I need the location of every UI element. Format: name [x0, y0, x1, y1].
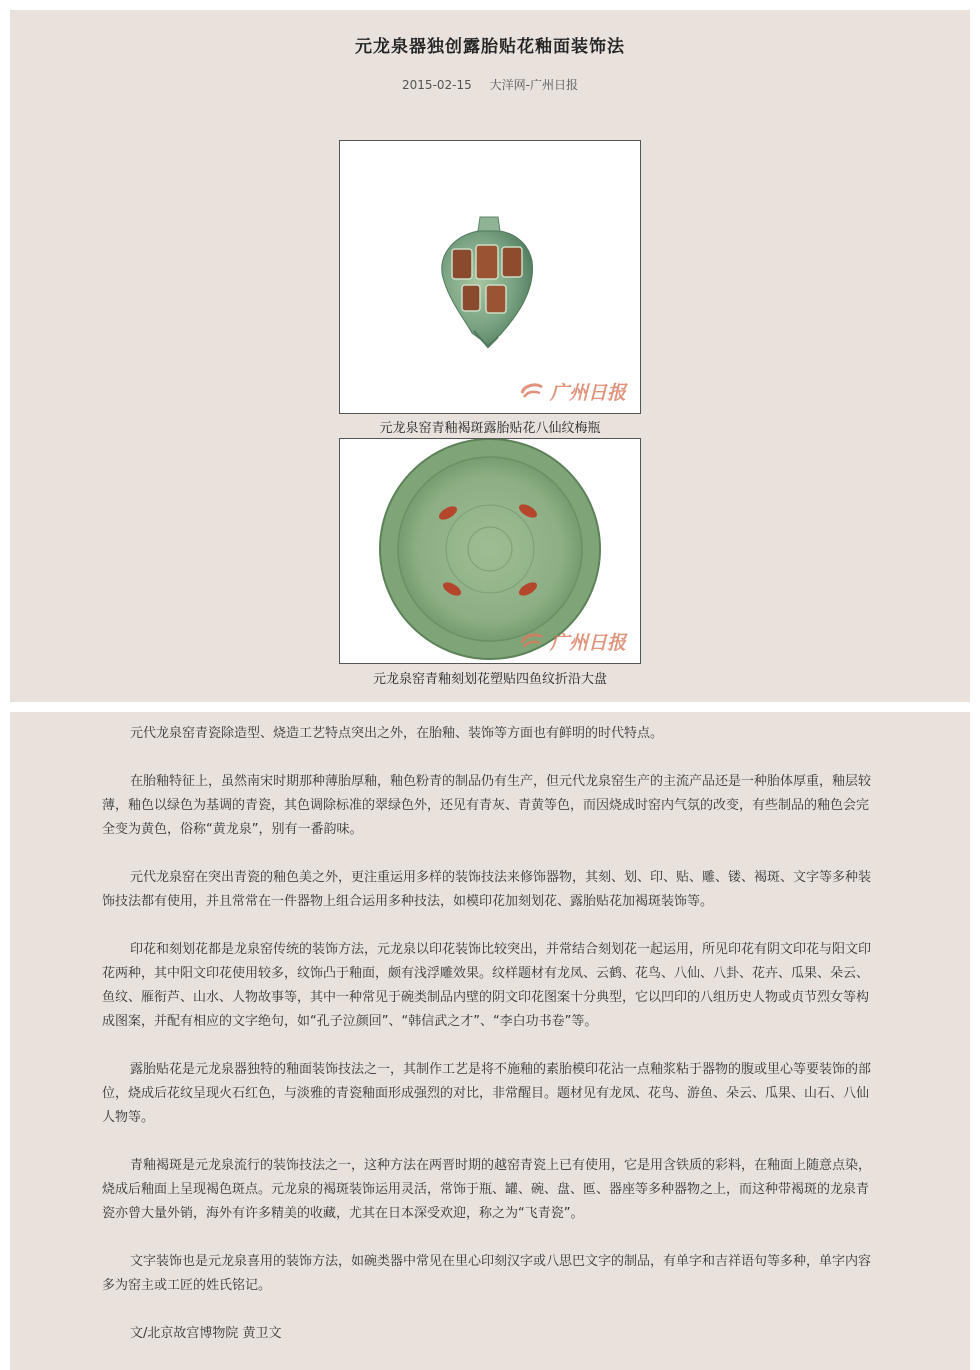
article-body — [102, 722, 872, 1370]
paragraph: 元代龙泉窑在突出青瓷的釉色美之外，更注重运用多样的装饰技法来修饰器物，其刻、划、印、贴、雕、镂、褐斑、文字等多种装饰技法都有使用，并且常常在一件器物上组合运用多种技法，如模印花加刻划花、露胎贴花加褐斑装饰等。 — [102, 870, 872, 909]
paragraph: 青釉褐斑是元龙泉流行的装饰技法之一，这种方法在两晋时期的越窑青瓷上已有使用，它是用含铁质的彩料，在釉面上随意点染，烧成后釉面上呈现褐色斑点。元龙泉的褐斑装饰运用灵活，常饰于瓶、罐、碗、盘、匜、器座等多种器物之上，而这种带褐斑的龙泉青瓷亦曾大量外销，海外有许多精美的收藏，尤其在日本深受欢迎，称之为“飞青瓷”。 — [102, 1158, 872, 1221]
plate-photo — [339, 438, 641, 664]
vase-caption: 元龙泉窑青釉褐斑露胎贴花八仙纹梅瓶 — [379, 421, 601, 436]
article-meta — [10, 76, 970, 93]
author-line: 文/北京故宫博物院 黄卫文 — [130, 1326, 282, 1341]
article-title: 元龙泉器独创露胎贴花釉面装饰法 — [355, 37, 625, 57]
plate-caption: 元龙泉窑青釉刻划花塑贴四鱼纹折沿大盘 — [372, 672, 607, 687]
paragraph: 元代龙泉窑青瓷除造型、烧造工艺特点突出之外，在胎釉、装饰等方面也有鲜明的时代特点。 — [130, 726, 664, 741]
paragraph: 文字装饰也是元龙泉喜用的装饰方法，如碗类器中常见在里心印刻汉字或八思巴文字的制品，有单字和吉祥语句等多种，单字内容多为窑主或工匠的姓氏铭记。 — [102, 1254, 872, 1293]
article-header-panel — [10, 10, 970, 702]
article-source: 大洋网-广州日报 — [489, 78, 578, 92]
paragraph: 在胎釉特征上，虽然南宋时期那种薄胎厚釉，釉色粉青的制品仍有生产，但元代龙泉窑生产的主流产品还是一种胎体厚重，釉层较薄，釉色以绿色为基调的青瓷，其色调除标准的翠绿色外，还见有青灰、青黄等色，而因烧成时窑内气氛的改变，有些制品的釉色会完全变为黄色，俗称“黄龙泉”，别有一番韵味。 — [102, 774, 872, 837]
article-body-panel — [10, 712, 970, 1370]
newspaper-logo-icon — [518, 631, 546, 653]
paragraph: 印花和刻划花都是龙泉窑传统的装饰方法，元龙泉以印花装饰比较突出，并常结合刻划花一起运用，所见印花有阴文印花与阳文印花两种，其中阳文印花使用较多，纹饰凸于釉面，颇有浅浮雕效果。纹样题材有龙凤、云鹤、花鸟、八仙、八卦、花卉、瓜果、朵云、鱼纹、雁衔芦、山水、人物故事等，其中一种常见于碗类制品内壁的阴文印花图案十分典型，它以凹印的八组历史人物或贞节烈女等构成图案，并配有相应的文字绝句，如“孔子泣颜回”、“韩信武之才”、“李白功书卷”等。 — [102, 942, 872, 1029]
newspaper-watermark: 广州日报 — [518, 378, 626, 405]
vase-photo — [339, 140, 641, 414]
vase-image — [340, 141, 640, 413]
newspaper-logo-icon — [518, 381, 546, 403]
publish-date: 2015-02-15 — [402, 78, 472, 92]
paragraph: 露胎贴花是元龙泉器独特的釉面装饰技法之一，其制作工艺是将不施釉的素胎模印花沾一点釉浆粘于器物的腹或里心等要装饰的部位，烧成后花纹呈现火石红色，与淡雅的青瓷釉面形成强烈的对比，非常醒目。题材见有龙凤、花鸟、游鱼、朵云、瓜果、山石、八仙人物等。 — [102, 1062, 872, 1125]
newspaper-watermark: 广州日报 — [518, 628, 626, 655]
